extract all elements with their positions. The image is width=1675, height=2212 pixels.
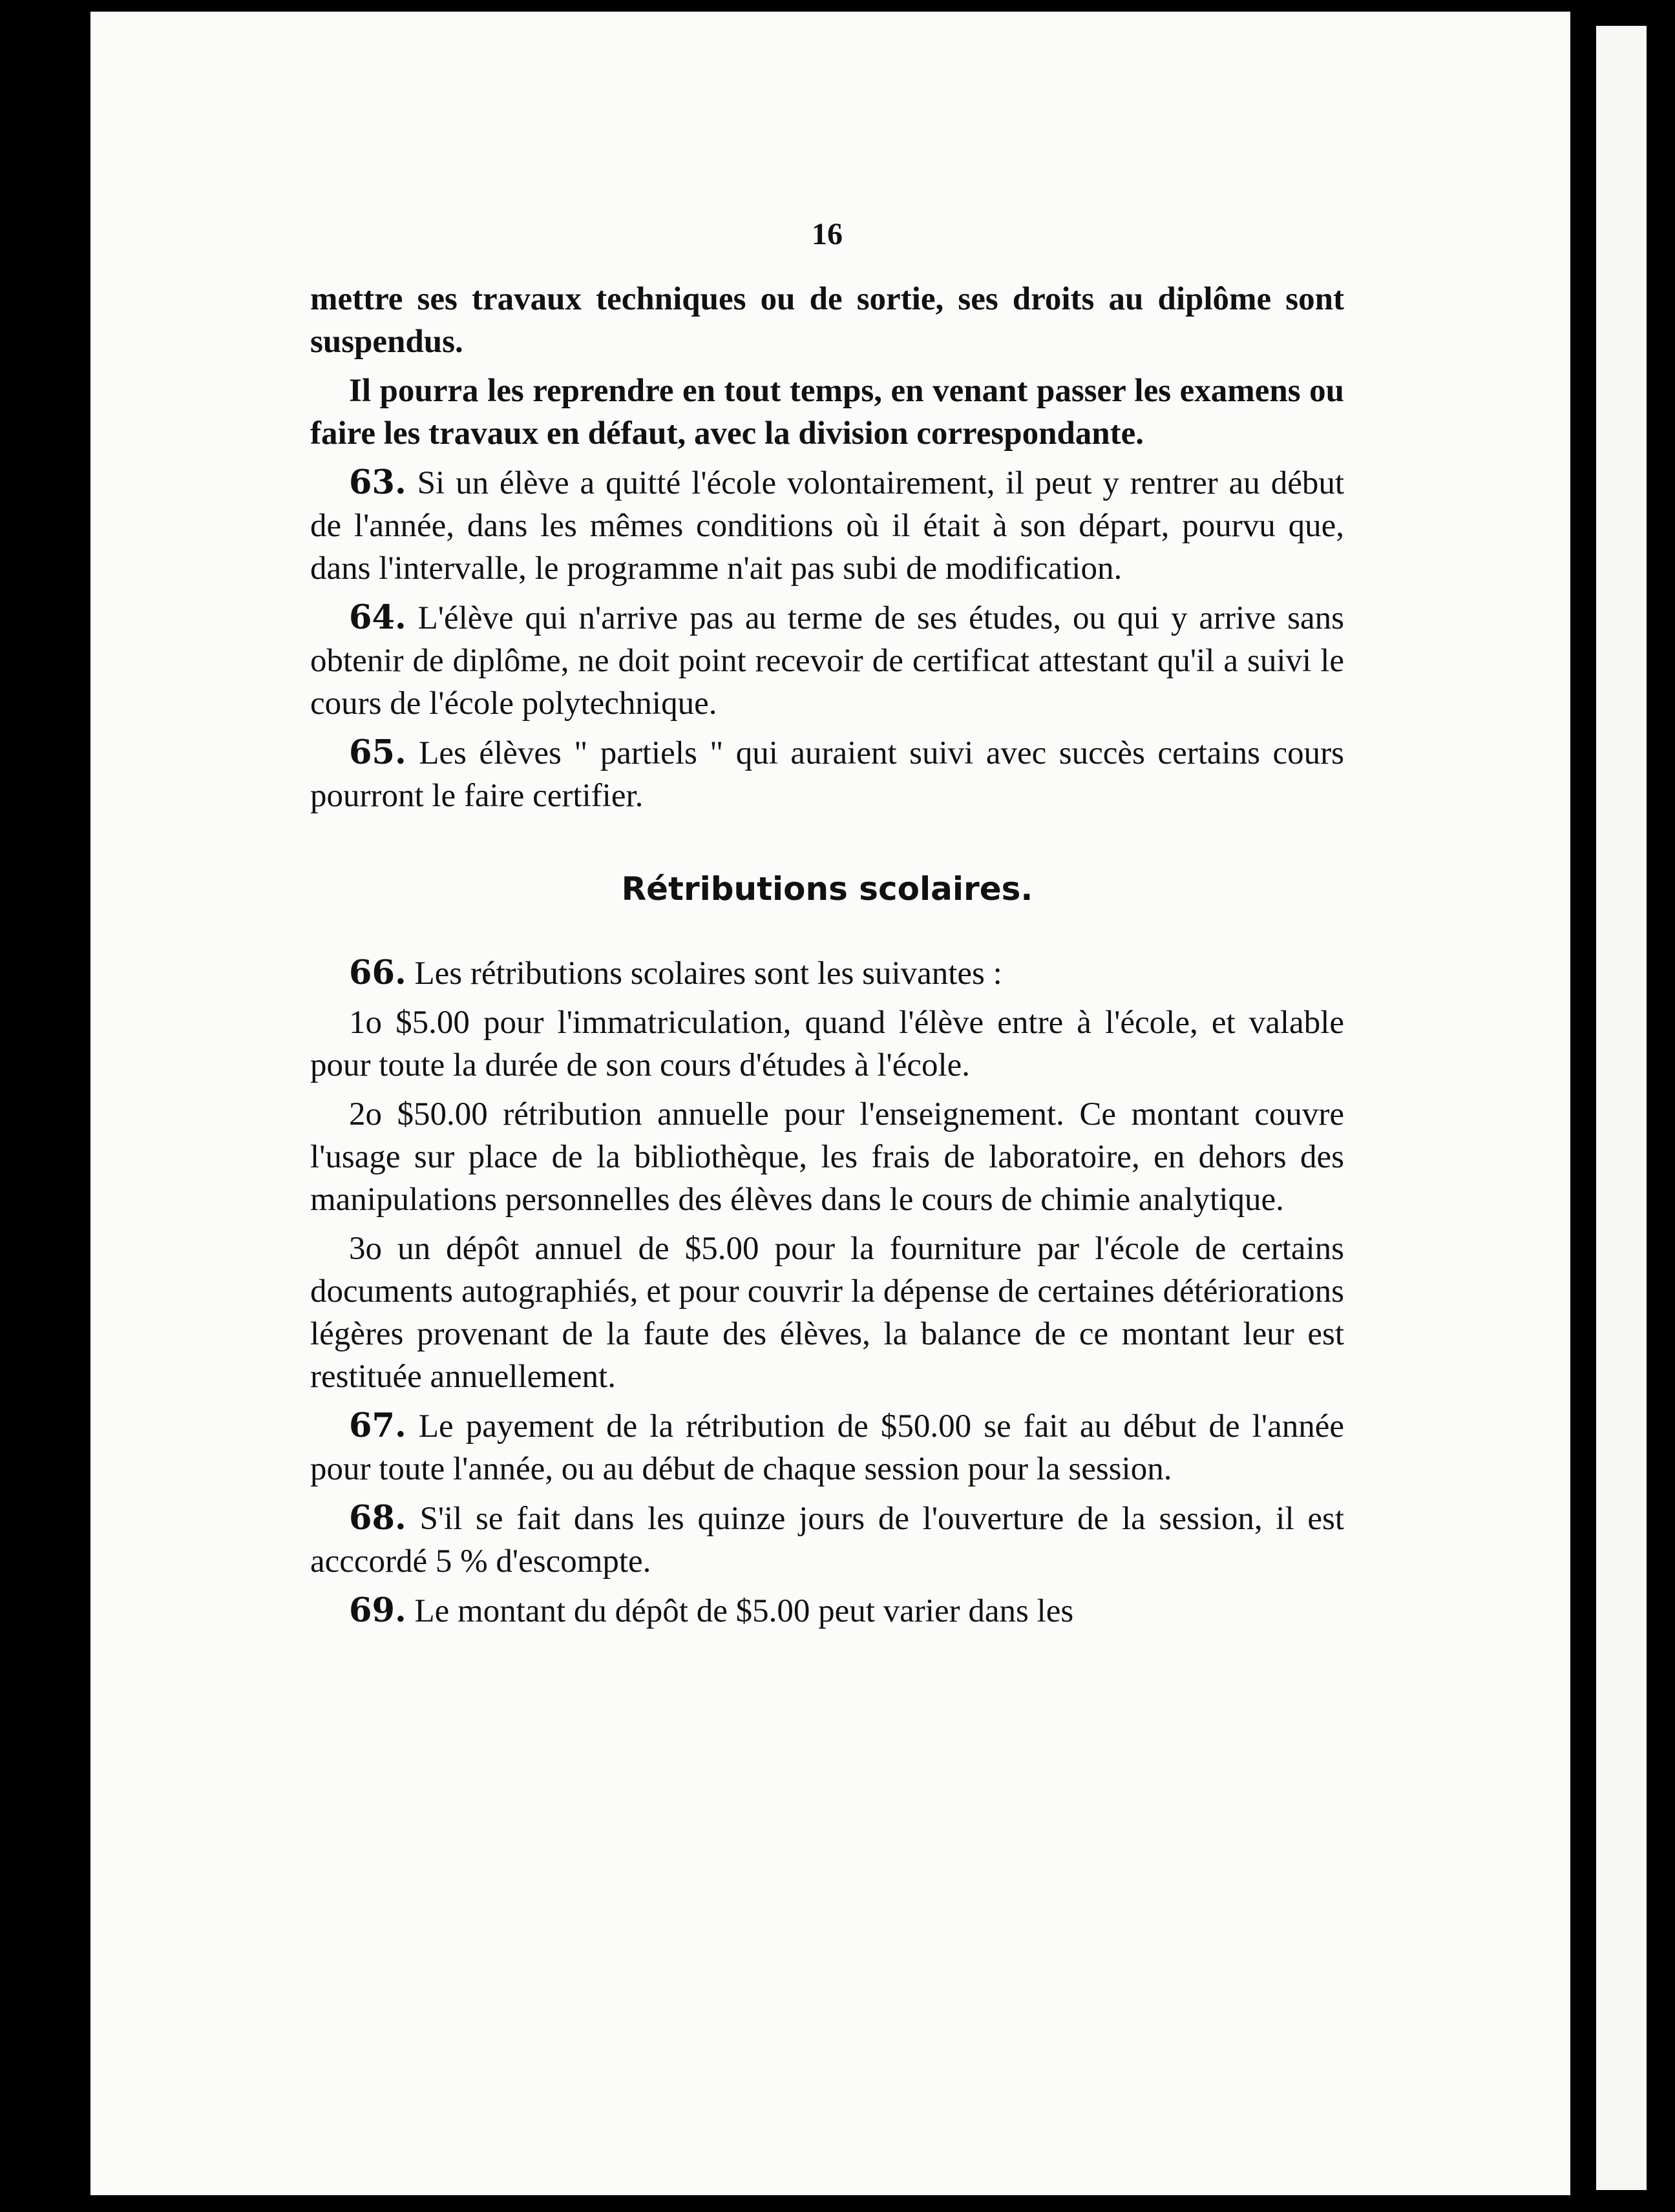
- fee-item-1: 1o $5.00 pour l'immatriculation, quand l'élève entre à l'école, et valable pour toute la durée de son cours d'études à l'école.: [310, 1005, 1344, 1083]
- page-number: 16: [812, 217, 843, 251]
- article-number: 67.: [349, 1406, 406, 1445]
- adjacent-page-edge: [1596, 26, 1647, 2190]
- article-63: [310, 461, 1344, 590]
- paragraph-continuation: mettre ses travaux techniques ou de sortie, ses droits au diplôme sont suspendus.: [310, 281, 1344, 360]
- page-text: [310, 213, 1344, 1639]
- article-text: Le payement de la rétribution de $50.00 se fait au début de l'année pour toute l'année, ou au début de chaque session pour la session.: [310, 1408, 1345, 1487]
- article-number: 63.: [349, 463, 406, 502]
- article-text: Si un élève a quitté l'école volontairement, il peut y rentrer au début de l'année, dans les mêmes conditions où il était à son départ, pourvu que, dans l'intervalle, le programme n'ait pas subi de modification.: [310, 465, 1345, 587]
- article-text: L'élève qui n'arrive pas au terme de ses études, ou qui y arrive sans obtenir de diplôme, ne doit point recevoir de certificat attestant qu'il a suivi le cours de l'école polytechnique.: [310, 600, 1344, 722]
- article-number: 68.: [349, 1499, 406, 1538]
- article-69: [310, 1589, 1344, 1633]
- article-65: [310, 731, 1344, 817]
- paragraph-reprendre: Il pourra les reprendre en tout temps, en venant passer les examens ou faire les travaux en défaut, avec la division correspondante.: [310, 373, 1344, 452]
- article-text: Les rétributions scolaires sont les suivantes :: [414, 955, 1002, 992]
- fee-item-3: 3o un dépôt annuel de $5.00 pour la fourniture par l'école de certains documents autographiés, et pour couvrir la dépense de certaines détériorations légères provenant de la faute des élèves, la balance de ce montant leur est restituée annuellement.: [310, 1231, 1344, 1395]
- article-64: [310, 596, 1344, 725]
- article-number: 66.: [349, 954, 406, 992]
- fee-item-2: 2o $50.00 rétribution annuelle pour l'enseignement. Ce montant couvre l'usage sur place de la bibliothèque, les frais de laboratoire, en dehors des manipulations personnelles des élèves dans le cours de chimie analytique.: [310, 1096, 1344, 1218]
- article-text: Le montant du dépôt de $5.00 peut varier dans les: [414, 1593, 1074, 1629]
- article-67: [310, 1404, 1344, 1490]
- article-text: Les élèves " partiels " qui auraient suivi avec succès certains cours pourront le faire certifier.: [310, 735, 1345, 814]
- article-text: S'il se fait dans les quinze jours de l'ouverture de la session, il est acccordé 5 % d'escompte.: [310, 1501, 1344, 1580]
- article-number: 64.: [349, 598, 406, 637]
- article-68: [310, 1497, 1344, 1583]
- article-number: 69.: [349, 1591, 406, 1630]
- article-66: [310, 952, 1344, 995]
- section-heading: Rétributions scolaires.: [621, 870, 1033, 908]
- article-number: 65.: [349, 733, 406, 772]
